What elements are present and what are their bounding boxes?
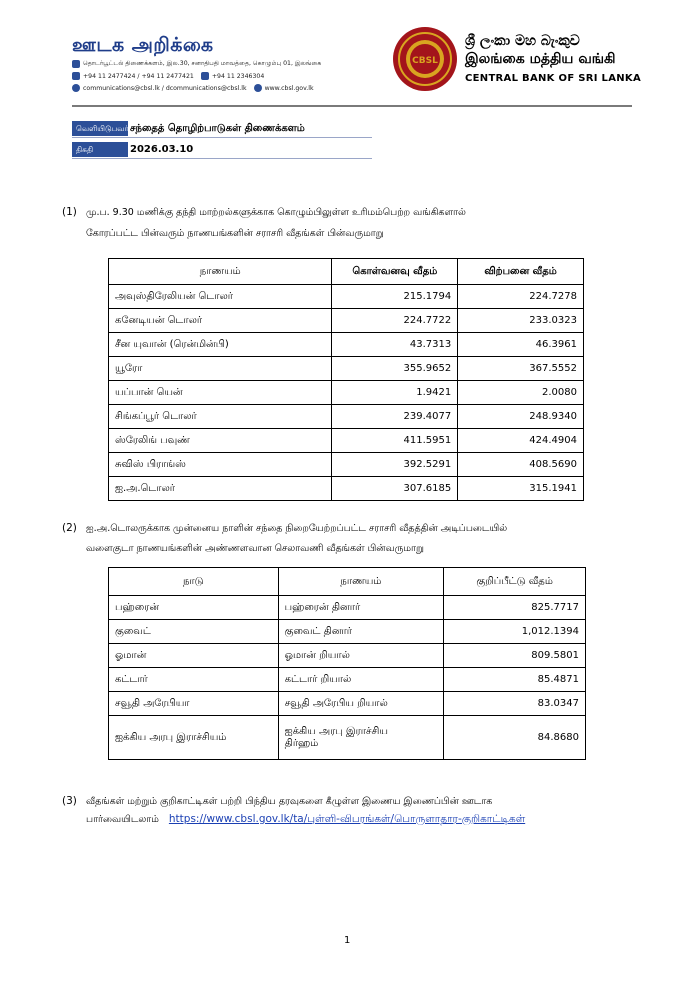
mail-icon xyxy=(72,60,80,68)
column-header-indicative-rate: குறிப்பீட்டு வீதம் xyxy=(444,568,586,596)
email-text[interactable]: communications@cbsl.lk / dcommunications@cbsl.lk xyxy=(83,84,247,92)
buy-rate-cell: 411.5951 xyxy=(332,429,458,453)
bank-name-tamil: இலங்கை மத்திய வங்கி xyxy=(465,51,616,67)
section2-text-line2: வளைகுடா நாணயங்களின் அண்ணளவான செலாவணி வீதங்கள் பின்வருமாறு xyxy=(86,543,424,554)
buy-rate-cell: 215.1794 xyxy=(332,285,458,309)
sell-rate-cell: 424.4904 xyxy=(458,429,584,453)
table-row xyxy=(109,644,586,668)
currency-cell: யூரோ xyxy=(109,357,332,381)
country-cell: குவைட் xyxy=(109,620,279,644)
website-text[interactable]: www.cbsl.gov.lk xyxy=(264,84,314,92)
sell-rate-cell: 408.5690 xyxy=(458,453,584,477)
date-value: 2026.03.10 xyxy=(130,144,194,155)
table-row xyxy=(109,381,584,405)
buy-rate-cell: 1.9421 xyxy=(332,381,458,405)
section3-text-line2 xyxy=(86,813,525,826)
section2-number: (2) xyxy=(62,522,77,534)
column-header-currency: நாணயம் xyxy=(278,568,444,596)
bank-name-block xyxy=(465,33,641,84)
buy-rate-cell: 392.5291 xyxy=(332,453,458,477)
sell-rate-cell: 367.5552 xyxy=(458,357,584,381)
currency-cell: யப்பான் யென் xyxy=(109,381,332,405)
rate-cell: 1,012.1394 xyxy=(444,620,586,644)
currency-cell xyxy=(278,716,444,760)
currency-cell: ஸ்ரேலிங் பவுண் xyxy=(109,429,332,453)
globe-icon xyxy=(254,84,262,92)
table-row xyxy=(109,668,586,692)
country-cell: பஹ்ரைன் xyxy=(109,596,279,620)
sell-rate-cell: 233.0323 xyxy=(458,309,584,333)
header-divider xyxy=(72,105,632,107)
rate-cell: 809.5801 xyxy=(444,644,586,668)
rate-cell: 85.4871 xyxy=(444,668,586,692)
sell-rate-cell: 46.3961 xyxy=(458,333,584,357)
fax-icon xyxy=(201,72,209,80)
rate-cell: 825.7717 xyxy=(444,596,586,620)
table-row xyxy=(109,692,586,716)
country-cell: கட்டார் xyxy=(109,668,279,692)
currency-cell: சீன யுவான் (ரென்மின்பி) xyxy=(109,333,332,357)
currency-cell: குவைட் தினார் xyxy=(278,620,444,644)
gulf-rates-table xyxy=(108,567,586,760)
country-cell: ஐக்கிய அரபு இராச்சியம் xyxy=(109,716,279,760)
currency-cell-line2: திர்ஹம் xyxy=(284,737,319,749)
currency-cell: பஹ்ரைன் தினார் xyxy=(278,596,444,620)
phone-icon xyxy=(72,72,80,80)
rate-cell: 83.0347 xyxy=(444,692,586,716)
column-header-currency: நாணயம் xyxy=(109,259,332,285)
section3-number: (3) xyxy=(62,795,77,807)
sell-rate-cell: 2.0080 xyxy=(458,381,584,405)
country-cell: சவூதி அரேபியா xyxy=(109,692,279,716)
fax-text: +94 11 2346304 xyxy=(211,72,265,80)
column-header-country: நாடு xyxy=(109,568,279,596)
address-line xyxy=(72,60,321,68)
exchange-rates-table xyxy=(108,258,584,501)
at-icon xyxy=(72,84,80,92)
bank-name-sinhala: ශ්‍රී ලංකා මහ බැංකුව xyxy=(465,33,580,49)
page-number: 1 xyxy=(344,935,351,946)
issued-by-value: சந்தைத் தொழிற்பாடுகள் திணைக்களம் xyxy=(130,123,305,134)
svg-text:CBSL: CBSL xyxy=(412,56,438,66)
table-header-row xyxy=(109,568,586,596)
table-header-row xyxy=(109,259,584,285)
table-row xyxy=(109,596,586,620)
column-header-buy-rate: கொள்வனவு வீதம் xyxy=(332,259,458,285)
buy-rate-cell: 355.9652 xyxy=(332,357,458,381)
address-text: தொடர்பூட்டல் திணைக்களம், இல.30, சனாதிபதி மாவத்தை, கொழும்பு 01, இலங்கை xyxy=(83,60,322,67)
table-row xyxy=(109,453,584,477)
bank-name-english: CENTRAL BANK OF SRI LANKA xyxy=(465,73,642,84)
section1-text-line1: மு.ப. 9.30 மணிக்கு தந்தி மாற்றல்களுக்காக கொழும்பிலுள்ள உரிமம்பெற்ற வங்கிகளால் xyxy=(86,207,466,218)
rate-cell: 84.8680 xyxy=(444,716,586,760)
section1-number: (1) xyxy=(62,206,77,218)
sell-rate-cell: 224.7278 xyxy=(458,285,584,309)
meta-divider xyxy=(72,158,372,159)
date-label: திகதி xyxy=(72,142,128,157)
buy-rate-cell: 43.7313 xyxy=(332,333,458,357)
buy-rate-cell: 307.6185 xyxy=(332,477,458,501)
phone-text: +94 11 2477424 / +94 11 2477421 xyxy=(83,72,194,80)
email-web-line xyxy=(72,84,314,92)
buy-rate-cell: 239.4077 xyxy=(332,405,458,429)
phone-fax-line xyxy=(72,72,264,80)
table-row xyxy=(109,309,584,333)
issued-by-label: வெளியிடுபவர் xyxy=(72,121,128,136)
column-header-sell-rate: விற்பனை வீதம் xyxy=(458,259,584,285)
meta-divider xyxy=(72,137,372,138)
indicators-link[interactable]: https://www.cbsl.gov.lk/ta/புள்ளி-விபரங்கள்/பொருளாதார-குறிகாட்டிகள் xyxy=(168,813,526,825)
table-row xyxy=(109,333,584,357)
table-row xyxy=(109,285,584,309)
currency-cell: சுவிஸ் பிராங்ஸ் xyxy=(109,453,332,477)
table-row xyxy=(109,477,584,501)
currency-cell: கனேடியன் டொலர் xyxy=(109,309,332,333)
table-row xyxy=(109,716,586,760)
table-row xyxy=(109,429,584,453)
cbsl-seal-logo xyxy=(392,26,458,92)
currency-cell: ஓமான் றியால் xyxy=(278,644,444,668)
press-release-title: ஊடக அறிக்கை xyxy=(72,34,214,56)
sell-rate-cell: 315.1941 xyxy=(458,477,584,501)
table-row xyxy=(109,357,584,381)
currency-cell-line1: ஐக்கிய அரபு இராச்சிய xyxy=(284,725,388,737)
currency-cell: சிங்கப்பூர் டொலர் xyxy=(109,405,332,429)
currency-cell: ஐ.அ.டொலர் xyxy=(109,477,332,501)
section2-text-line1: ஐ.அ.டொலருக்காக முன்னைய நாளின் சந்தை நிறையேற்றப்பட்ட சராசரி வீதத்தின் அடிப்படையில் xyxy=(86,523,508,534)
table-row xyxy=(109,405,584,429)
sell-rate-cell: 248.9340 xyxy=(458,405,584,429)
table-row xyxy=(109,620,586,644)
section3-prefix: பார்வையிடலாம் xyxy=(86,814,159,825)
buy-rate-cell: 224.7722 xyxy=(332,309,458,333)
currency-cell: அவுஸ்திரேலியன் டொலர் xyxy=(109,285,332,309)
country-cell: ஓமான் xyxy=(109,644,279,668)
currency-cell: சவூதி அரேபிய றியால் xyxy=(278,692,444,716)
section3-text-line1: வீதங்கள் மற்றும் குறிகாட்டிகள் பற்றி பிந்திய தரவுகளை கீழுள்ள இணைய இணைப்பின் ஊடாக xyxy=(86,796,493,807)
section1-text-line2: கோரப்பட்ட பின்வரும் நாணயங்களின் சராசரி வீதங்கள் பின்வருமாறு xyxy=(86,228,384,239)
currency-cell: கட்டார் றியால் xyxy=(278,668,444,692)
